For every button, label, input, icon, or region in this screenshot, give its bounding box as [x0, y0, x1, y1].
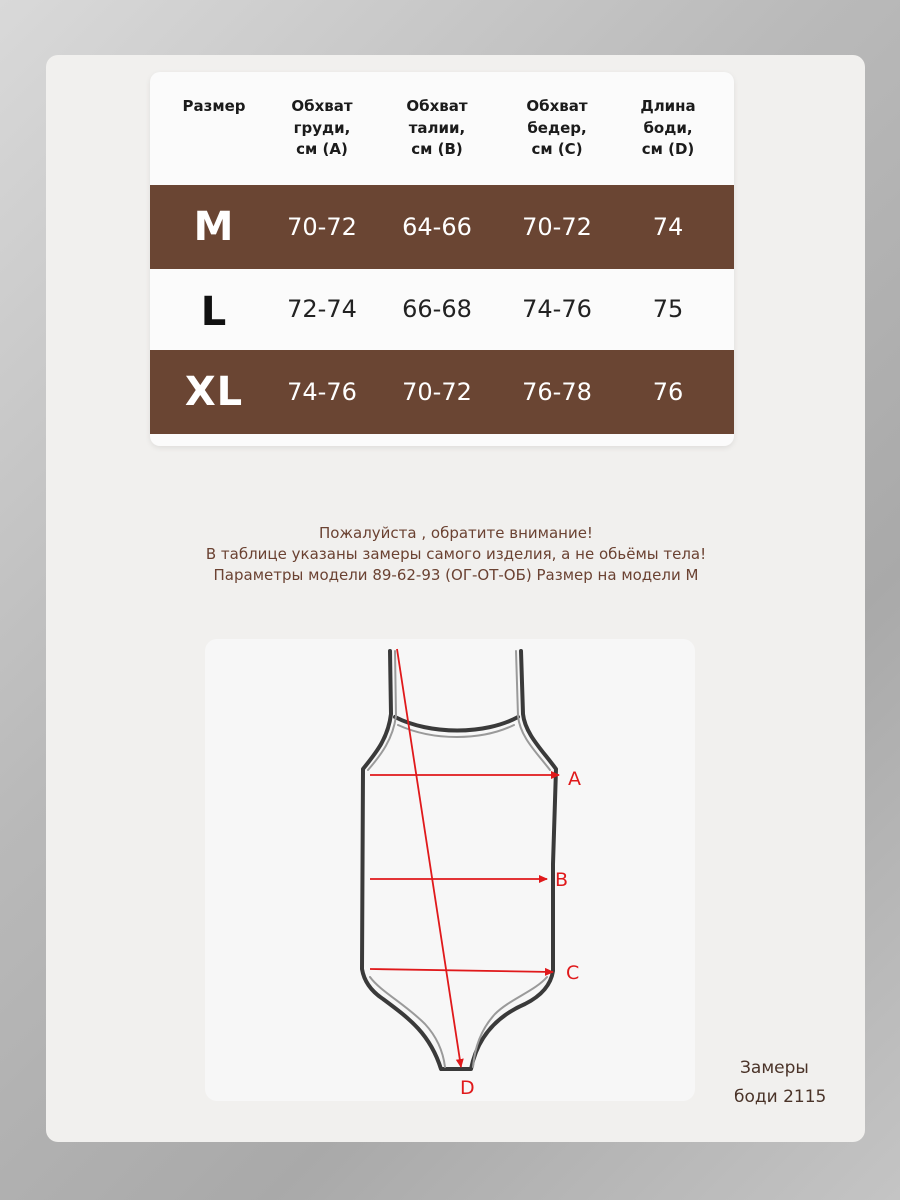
length-cell: 75: [652, 295, 684, 323]
header-length: Длина боди, см (D): [640, 97, 696, 158]
bodysuit-sketch: [205, 639, 695, 1101]
header-hips: Обхват бедер, см (С): [526, 97, 588, 158]
label-d: D: [460, 1077, 475, 1099]
table-header: [150, 72, 734, 185]
chest-cell: 74-76: [287, 378, 357, 406]
waist-cell: 66-68: [402, 295, 472, 323]
header-chest: Обхват груди, см (А): [291, 97, 353, 158]
length-arrow: [397, 649, 461, 1067]
size-table: [150, 72, 734, 446]
size-cell: XL: [184, 369, 244, 415]
size-cell: L: [200, 289, 228, 335]
measurement-notice: [120, 523, 792, 586]
caption-line: Замеры: [740, 1058, 809, 1078]
length-cell: 76: [652, 378, 684, 406]
chest-cell: 72-74: [287, 295, 357, 323]
label-c: C: [566, 962, 580, 984]
length-cell: 74: [652, 213, 684, 241]
hips-cell: 70-72: [522, 213, 592, 241]
notice-line: В таблице указаны замеры самого изделия, а не обьёмы тела!: [205, 545, 707, 563]
size-cell: M: [193, 204, 235, 250]
waist-cell: 70-72: [402, 378, 472, 406]
hips-cell: 76-78: [522, 378, 592, 406]
header-waist: Обхват талии, см (В): [406, 97, 468, 158]
chest-cell: 70-72: [287, 213, 357, 241]
hips-arrow: [370, 969, 553, 972]
bodysuit-outline: [362, 651, 556, 1069]
table-row: [150, 350, 734, 434]
diagram-caption: [728, 1054, 838, 1112]
waist-cell: 64-66: [402, 213, 472, 241]
bodysuit-diagram: [205, 639, 695, 1101]
notice-line: Параметры модели 89-62-93 (ОГ-ОТ-ОБ) Размер на модели М: [213, 566, 699, 584]
notice-line: Пожалуйста , обратите внимание!: [319, 524, 593, 542]
header-size: Размер: [182, 97, 246, 115]
label-a: A: [568, 768, 581, 790]
table-row: [150, 269, 734, 350]
label-b: B: [555, 869, 569, 891]
hips-cell: 74-76: [522, 295, 592, 323]
table-row: [150, 185, 734, 269]
caption-line: боди 2115: [734, 1087, 827, 1107]
